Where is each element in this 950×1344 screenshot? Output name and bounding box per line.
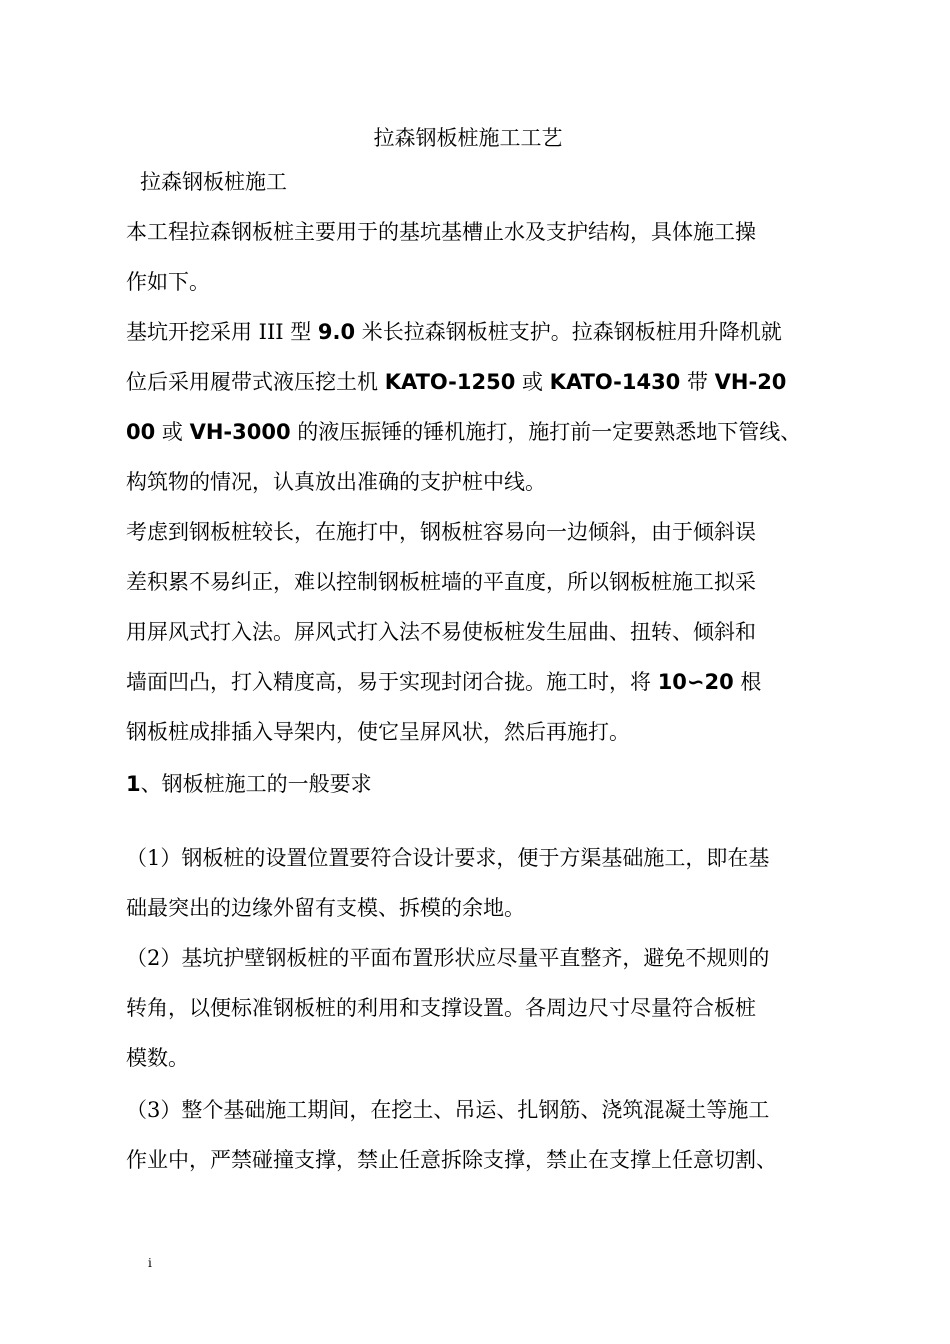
item-3-line-2: 作业中，严禁碰撞支撑，禁止任意拆除支撑，禁止在支撑上任意切割、	[126, 1148, 777, 1172]
paragraph-2-line-3: 00 或 VH-3000 的液压振锤的锤机施打，施打前一定要熟悉地下管线、	[126, 420, 802, 444]
paragraph-3-line-3: 用屏风式打入法。屏风式打入法不易使板桩发生屈曲、扭转、倾斜和	[126, 620, 756, 644]
item-2-line-2: 转角，以便标准钢板桩的利用和支撑设置。各周边尺寸尽量符合板桩	[126, 996, 756, 1020]
section-heading: 1、钢板桩施工的一般要求	[126, 772, 372, 796]
document-title: 拉森钢板桩施工工艺	[373, 126, 563, 150]
item-1-line-1: （1）钢板桩的设置位置要符合设计要求，便于方渠基础施工，即在基	[126, 846, 770, 870]
paragraph-2-line-2: 位后采用履带式液压挖土机 KATO-1250 或 KATO-1430 带 VH-20	[126, 370, 787, 394]
paragraph-2-line-1: 基坑开挖采用 III 型 9.0 米长拉森钢板桩支护。拉森钢板桩用升降机就	[126, 320, 782, 344]
item-2-line-1: （2）基坑护壁钢板桩的平面布置形状应尽量平直整齐，避免不规则的	[126, 946, 770, 970]
paragraph-2-line-4: 构筑物的情况，认真放出准确的支护桩中线。	[126, 470, 546, 494]
paragraph-1-line-2: 作如下。	[126, 270, 210, 294]
page-footer-mark: i	[148, 1256, 152, 1270]
subtitle: 拉森钢板桩施工	[140, 170, 287, 194]
paragraph-3-line-4: 墙面凹凸，打入精度高，易于实现封闭合拢。施工时，将 10∽20 根	[126, 670, 762, 694]
paragraph-1-line-1: 本工程拉森钢板桩主要用于的基坑基槽止水及支护结构，具体施工操	[126, 220, 756, 244]
paragraph-3-line-5: 钢板桩成排插入导架内，使它呈屏风状，然后再施打。	[126, 720, 630, 744]
item-2-line-3: 模数。	[126, 1046, 189, 1070]
item-1-line-2: 础最突出的边缘外留有支模、拆模的余地。	[126, 896, 525, 920]
paragraph-3-line-2: 差积累不易纠正，难以控制钢板桩墙的平直度，所以钢板桩施工拟采	[126, 570, 756, 594]
paragraph-3-line-1: 考虑到钢板桩较长，在施打中，钢板桩容易向一边倾斜，由于倾斜误	[126, 520, 756, 544]
item-3-line-1: （3）整个基础施工期间，在挖土、吊运、扎钢筋、浇筑混凝土等施工	[126, 1098, 770, 1122]
